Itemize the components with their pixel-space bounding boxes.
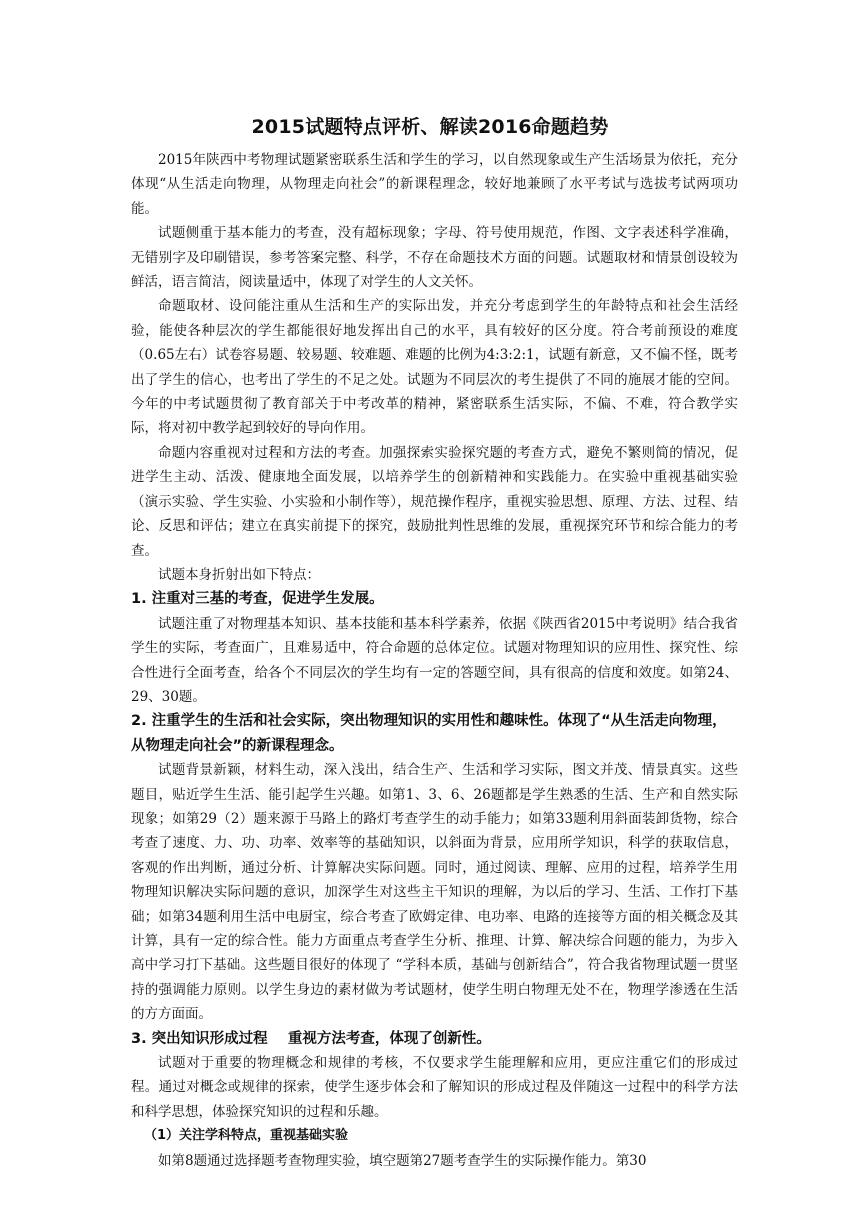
- paragraph-section-3: 试题对于重要的物理概念和规律的考核，不仅要求学生能理解和应用，更应注重它们的形成过程。通过对概念或规律的探索，使学生逐步体会和了解知识的形成过程及伴随这一过程中的科学方法和科学思想，体验探究知识的过程和乐趣。: [131, 1055, 738, 1120]
- heading-1: 1. 注重对三基的考查，促进学生发展。: [131, 591, 384, 608]
- paragraph-intro: 2015年陕西中考物理试题紧密联系生活和学生的学习，以自然现象或生产生活场景为依托，充分体现“从生活走向物理，从物理走向社会”的新课程理念，较好地兼顾了水平考试与选拔考试两项功能。: [131, 152, 738, 217]
- paragraph-features-lead: 试题本身折射出如下特点：: [158, 566, 320, 583]
- heading-2: 2. 注重学生的生活和社会实际，突出物理知识的实用性和趣味性。体现了“从生活走向物理，从物理走向社会”的新课程理念。: [131, 713, 727, 754]
- paragraph-section-1: 试题注重了对物理基本知识、基本技能和基本科学素养，依据《陕西省2015中考说明》结合我省学生的实际，考查面广，且难易适中，符合命题的总体定位。试题对物理知识的应用性、探究性、综合性进行全面考查，给各个不同层次的学生均有一定的答题空间，具有很高的信度和效度。如第24、29、30题。: [131, 615, 738, 705]
- paragraph-section-3-1: 如第8题通过选择题考查物理实验，填空题第27题考查学生的实际操作能力。第30: [158, 1152, 647, 1169]
- paragraph-process-method: 命题内容重视对过程和方法的考查。加强探索实验探究题的考查方式，避免不繁则简的情况，促进学生主动、活泼、健康地全面发展，以培养学生的创新精神和实践能力。在实验中重视基础实验（演示实验、学生实验、小实验和小制作等），规范操作程序，重视实验思想、原理、方法、过程、结论、反思和评估；建立在真实前提下的探究，鼓励批判性思维的发展，重视探究环节和综合能力的考查。: [131, 444, 738, 559]
- heading-3: 3. 突出知识形成过程 重视方法考查，体现了创新性。: [131, 1030, 491, 1047]
- subheading-3-1: （1）关注学科特点，重视基础实验: [144, 1128, 349, 1144]
- paragraph-topic-selection: 命题取材、设问能注重从生活和生产的实际出发，并充分考虑到学生的年龄特点和社会生活经验，能使各种层次的学生都能很好地发挥出自己的水平，具有较好的区分度。符合考前预设的难度（0.65左右）试卷容易题、较易题、较难题、难题的比例为4:3:2:1，试题有新意，又不偏不怪，既考出了学生的信心，也考出了学生的不足之处。试题为不同层次的考生提供了不同的施展才能的空间。今年的中考试题贯彻了教育部关于中考改革的精神，紧密联系生活实际，不偏、不难，符合教学实际，将对初中教学起到较好的导向作用。: [131, 298, 738, 437]
- paragraph-basic-ability: 试题侧重于基本能力的考查，没有超标现象；字母、符号使用规范，作图、文字表述科学准确，无错别字及印刷错误，参考答案完整、科学，不存在命题技术方面的问题。试题取材和情景创设较为鲜活，语言简洁，阅读量适中，体现了对学生的人文关怀。: [131, 225, 738, 291]
- document-title: 2015试题特点评析、解读2016命题趋势: [251, 116, 609, 138]
- document-body: [131, 148, 738, 1173]
- paragraph-section-2: 试题背景新颖，材料生动，深入浅出，结合生产、生活和学习实际，图文并茂、情景真实。这些题目，贴近学生生活、能引起学生兴趣。如第1、3、6、26题都是学生熟悉的生活、生产和自然实际现象；如第29（2）题来源于马路上的路灯考查学生的动手能力；如第33题利用斜面装卸货物，综合考查了速度、力、功、功率、效率等的基础知识，以斜面为背景，应用所学知识，科学的获取信息，客观的作出判断，通过分析、计算解决实际问题。同时，通过阅读、理解、应用的过程，培养学生用物理知识解决实际问题的意识，加深学生对这些主干知识的理解，为以后的学习、生活、工作打下基础；如第34题利用生活中电厨宝，综合考查了欧姆定律、电功率、电路的连接等方面的相关概念及其计算，具有一定的综合性。能力方面重点考查学生分析、推理、计算、解决综合问题的能力，为步入高中学习打下基础。这些题目很好的体现了 “学科本质，基础与创新结合”，符合我省物理试题一贯坚持的强调能力原则。以学生身边的素材做为考试题材，使学生明白物理无处不在，物理学渗透在生活的方方面面。: [131, 762, 738, 1023]
